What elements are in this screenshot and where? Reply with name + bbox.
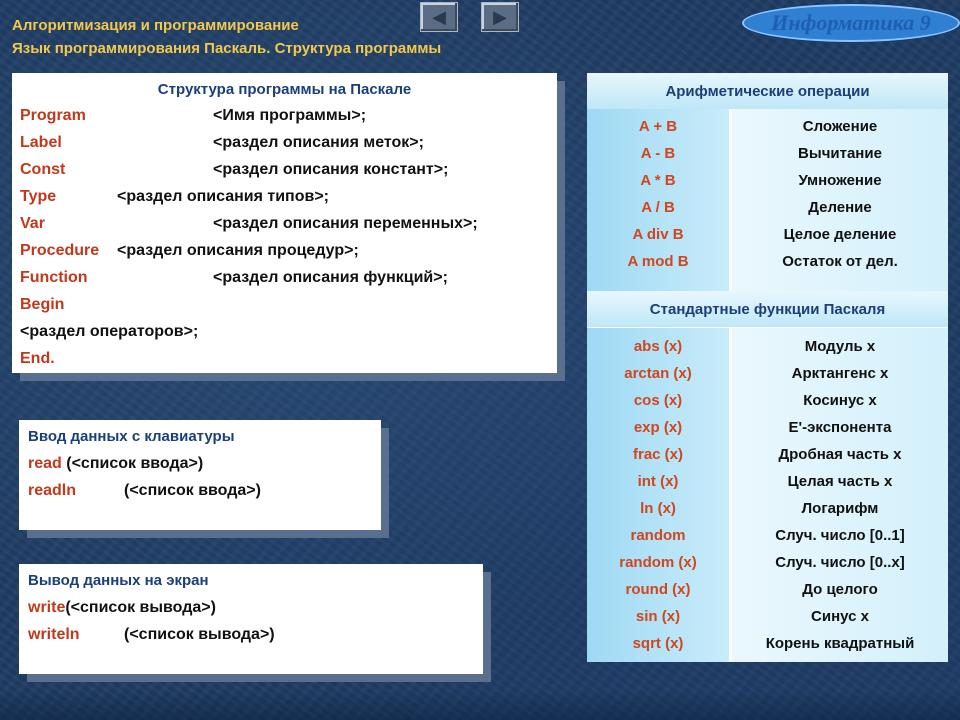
input-keyword: read (28, 455, 62, 472)
function-meaning: Логарифм (801, 500, 879, 517)
output-keyword: write (28, 599, 66, 616)
structure-description: <Имя программы>; (213, 107, 367, 124)
structure-row (12, 107, 557, 131)
next-slide-button[interactable] (481, 2, 519, 32)
structure-keyword: Procedure (20, 242, 100, 259)
function-name: random (630, 527, 686, 544)
arithmetic-meaning: Сложение (802, 118, 878, 135)
structure-keyword: End. (20, 350, 55, 367)
output-argument: (<список вывода>) (124, 626, 275, 643)
function-meaning: Случ. число [0..1] (775, 527, 905, 544)
structure-keyword: Begin (20, 296, 65, 313)
function-name: random (x) (619, 554, 697, 571)
arithmetic-operations-header: Арифметические операции (587, 73, 948, 109)
input-row (28, 482, 368, 500)
structure-description: <раздел описания функций>; (213, 269, 448, 286)
arithmetic-meaning: Вычитание (798, 145, 882, 162)
function-name: arctan (x) (624, 365, 692, 382)
function-meaning: Корень квадратный (765, 635, 915, 652)
structure-description: <раздел описания процедур>; (117, 242, 359, 259)
output-panel (19, 564, 483, 674)
output-row (28, 626, 428, 644)
structure-row (12, 323, 557, 347)
input-row (28, 455, 203, 473)
arithmetic-meaning: Остаток от дел. (782, 253, 898, 270)
output-row (28, 599, 216, 617)
function-meaning: Косинус x (803, 392, 877, 409)
function-name: frac (x) (632, 446, 684, 463)
structure-description: <раздел описания констант>; (213, 161, 449, 178)
function-meaning: Модуль x (804, 338, 876, 355)
previous-slide-button[interactable] (420, 2, 458, 32)
arithmetic-operator: A - B (640, 145, 676, 162)
input-argument: (<список ввода>) (124, 482, 261, 499)
output-argument: (<список вывода>) (65, 599, 216, 616)
input-panel-title: Ввод данных с клавиатуры (28, 428, 235, 445)
structure-row (12, 242, 557, 266)
arrow-left-icon: ◀ (432, 6, 446, 27)
output-keyword: writeln (28, 626, 80, 643)
structure-row (12, 296, 557, 320)
function-meaning: До целого (802, 581, 878, 598)
arithmetic-operator: A div B (632, 226, 684, 243)
structure-row (12, 134, 557, 158)
input-panel (19, 420, 381, 530)
slide-title: Язык программирования Паскаль. Структура программы (12, 40, 442, 57)
structure-keyword: Type (20, 188, 57, 205)
program-structure-title: Структура программы на Паскале (157, 81, 412, 98)
arithmetic-operator: A + B (638, 118, 678, 135)
structure-keyword: Label (20, 134, 62, 151)
structure-row (12, 188, 557, 212)
structure-row (12, 350, 557, 374)
structure-keyword: Program (20, 107, 86, 124)
function-name: int (x) (637, 473, 679, 490)
structure-keyword: Var (20, 215, 45, 232)
function-meaning: Арктангенс x (791, 365, 889, 382)
arithmetic-meaning: Умножение (798, 172, 882, 189)
background-vignette (0, 690, 960, 720)
structure-description: <раздел описания меток>; (213, 134, 424, 151)
function-name: sin (x) (635, 608, 681, 625)
arithmetic-meaning: Целое деление (783, 226, 897, 243)
course-badge[interactable]: Информатика 9 (742, 4, 960, 42)
function-meaning: Случ. число [0..x] (775, 554, 905, 571)
structure-row (12, 161, 557, 185)
standard-functions-header: Стандартные функции Паскаля (587, 291, 948, 327)
structure-description: <раздел описания переменных>; (213, 215, 478, 232)
function-meaning: Целая часть x (787, 473, 893, 490)
function-name: cos (x) (633, 392, 683, 409)
input-keyword: readln (28, 482, 77, 499)
function-name: exp (x) (633, 419, 683, 436)
program-structure-panel (12, 73, 557, 373)
reference-table (587, 73, 948, 662)
structure-keyword: Const (20, 161, 66, 178)
arithmetic-meaning: Деление (808, 199, 872, 216)
arithmetic-operator: A * B (640, 172, 676, 189)
structure-keyword: Function (20, 269, 88, 286)
structure-row (12, 215, 557, 239)
arithmetic-operator: A / B (641, 199, 675, 216)
structure-row (12, 269, 557, 293)
structure-description: <раздел описания типов>; (117, 188, 329, 205)
arithmetic-operator: A mod B (627, 253, 689, 270)
input-argument: (<список ввода>) (61, 455, 204, 472)
function-name: round (x) (625, 581, 691, 598)
function-meaning: Дробная часть x (778, 446, 902, 463)
function-name: sqrt (x) (632, 635, 684, 652)
function-name: abs (x) (633, 338, 683, 355)
output-panel-title: Вывод данных на экран (28, 572, 209, 589)
structure-description: <раздел операторов>; (20, 323, 199, 340)
function-name: ln (x) (640, 500, 676, 517)
function-meaning: Е'-экспонента (788, 419, 892, 436)
subject-title: Алгоритмизация и программирование (12, 17, 299, 34)
arrow-right-icon: ▶ (493, 6, 507, 27)
function-meaning: Синус x (811, 608, 869, 625)
